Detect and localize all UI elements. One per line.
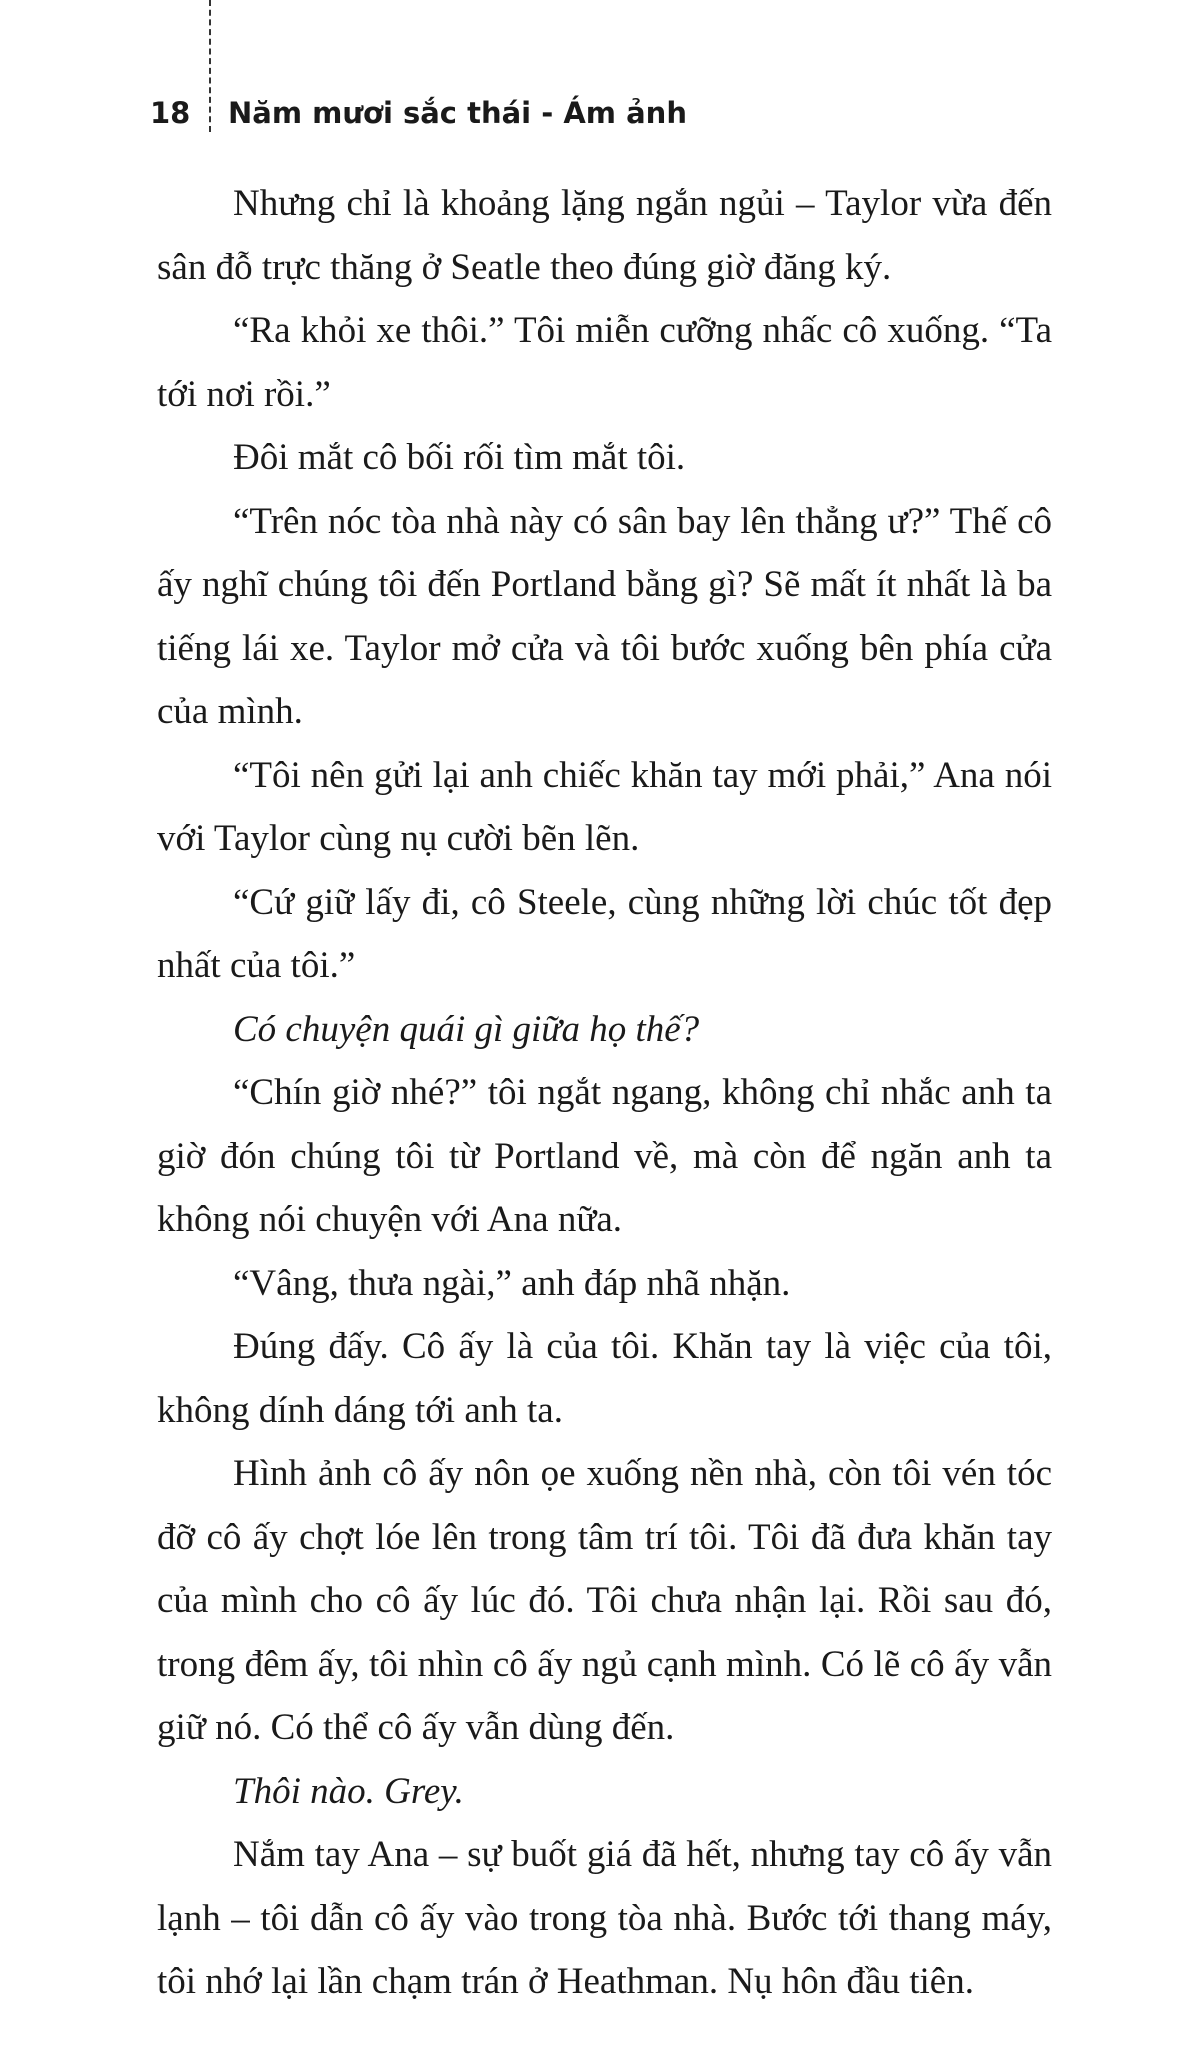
paragraph: “Trên nóc tòa nhà này có sân bay lên thẳng ư?” Thế cô ấy nghĩ chúng tôi đến Portland bằng gì? Sẽ mất ít nhất là ba tiếng lái xe. Taylor mở cửa và tôi bước xuống bên phía cửa của mình. [157, 500, 1052, 732]
paragraph: Hình ảnh cô ấy nôn ọe xuống nền nhà, còn tôi vén tóc đỡ cô ấy chợt lóe lên trong tâm trí tôi. Tôi đã đưa khăn tay của mình cho cô ấy lúc đó. Tôi chưa nhận lại. Rồi sau đó, trong đêm ấy, tôi nhìn cô ấy ngủ cạnh mình. Có lẽ cô ấy vẫn giữ nó. Có thể cô ấy vẫn dùng đến. [157, 1453, 1052, 1748]
paragraph: “Vâng, thưa ngài,” anh đáp nhã nhặn. [233, 1262, 791, 1304]
paragraph: “Cứ giữ lấy đi, cô Steele, cùng những lời chúc tốt đẹp nhất của tôi.” [157, 881, 1052, 986]
running-title: Năm mươi sắc thái - Ám ảnh [228, 96, 687, 130]
body-text [157, 172, 1052, 2014]
paragraph: Có chuyện quái gì giữa họ thế? [233, 1008, 700, 1050]
paragraph: Nắm tay Ana – sự buốt giá đã hết, nhưng tay cô ấy vẫn lạnh – tôi dẫn cô ấy vào trong tòa nhà. Bước tới thang máy, tôi nhớ lại lần chạm trán ở Heathman. Nụ hôn đầu tiên. [157, 1834, 1052, 2002]
paragraph: Nhưng chỉ là khoảng lặng ngắn ngủi – Taylor vừa đến sân đỗ trực thăng ở Seatle theo đúng giờ đăng ký. [157, 183, 1052, 288]
running-header [150, 88, 687, 138]
paragraph: “Tôi nên gửi lại anh chiếc khăn tay mới phải,” Ana nói với Taylor cùng nụ cười bẽn lẽn. [157, 754, 1052, 859]
paragraph: “Chín giờ nhé?” tôi ngắt ngang, không chỉ nhắc anh ta giờ đón chúng tôi từ Portland về, mà còn để ngăn anh ta không nói chuyện với Ana nữa. [157, 1072, 1052, 1240]
paragraph: Đôi mắt cô bối rối tìm mắt tôi. [233, 437, 686, 478]
page-number: 18 [150, 96, 191, 130]
paragraph: “Ra khỏi xe thôi.” Tôi miễn cưỡng nhấc cô xuống. “Ta tới nơi rồi.” [157, 310, 1052, 415]
paragraph: Đúng đấy. Cô ấy là của tôi. Khăn tay là việc của tôi, không dính dáng tới anh ta. [157, 1326, 1052, 1431]
paragraph: Thôi nào. Grey. [233, 1770, 464, 1812]
